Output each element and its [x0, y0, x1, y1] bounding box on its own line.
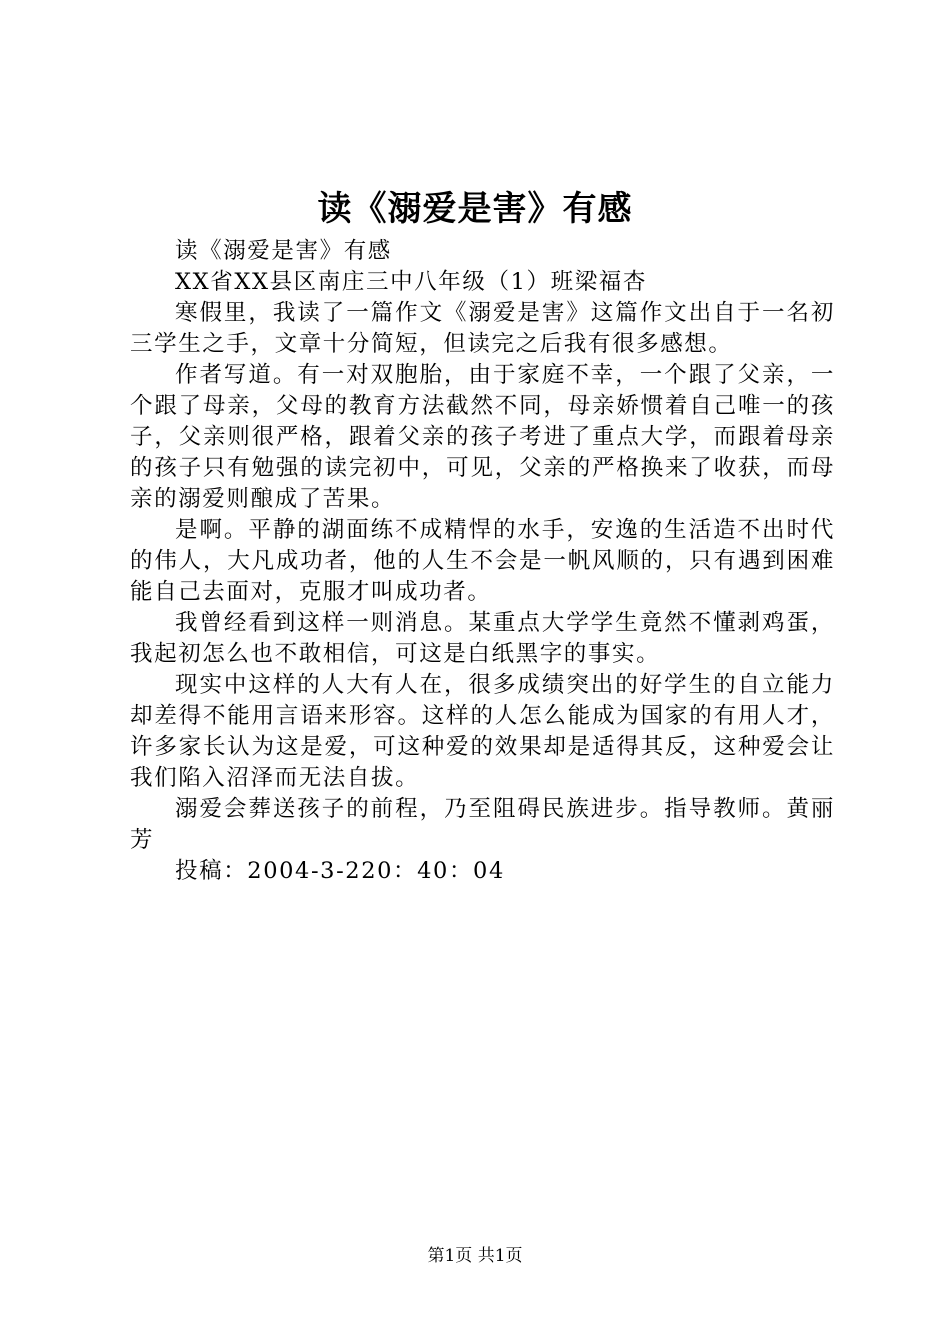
- paragraph-1: 寒假里，我读了一篇作文《溺爱是害》这篇作文出自于一名初三学生之手，文章十分简短，但读完之后我有很多感想。: [130, 300, 835, 357]
- document-body: [130, 236, 835, 887]
- paragraph-submission-date: 投稿：2004-3-220：40：04: [175, 858, 505, 884]
- page-number-footer: 第1页 共1页: [427, 1246, 523, 1266]
- paragraph-subtitle: 读《溺爱是害》有感: [175, 238, 392, 264]
- document-title: 读《溺爱是害》有感: [317, 189, 633, 229]
- paragraph-author: XX省XX县区南庄三中八年级（1）班梁福杏: [175, 269, 647, 295]
- paragraph-4: 我曾经看到这样一则消息。某重点大学学生竟然不懂剥鸡蛋，我起初怎么也不敢相信，可这是白纸黑字的事实。: [130, 610, 835, 667]
- paragraph-5: 现实中这样的人大有人在，很多成绩突出的好学生的自立能力却差得不能用言语来形容。这样的人怎么能成为国家的有用人才，许多家长认为这是爱，可这种爱的效果却是适得其反，这种爱会让我们陷入沼泽而无法自拔。: [130, 672, 835, 791]
- paragraph-3: 是啊。平静的湖面练不成精悍的水手，安逸的生活造不出时代的伟人，大凡成功者，他的人生不会是一帆风顺的，只有遇到困难能自己去面对，克服才叫成功者。: [130, 517, 835, 605]
- paragraph-6: 溺爱会葬送孩子的前程，乃至阻碍民族进步。指导教师。黄丽芳: [130, 796, 835, 853]
- paragraph-2: 作者写道。有一对双胞胎，由于家庭不幸，一个跟了父亲，一个跟了母亲，父母的教育方法截然不同，母亲娇惯着自己唯一的孩子，父亲则很严格，跟着父亲的孩子考进了重点大学，而跟着母亲的孩子只有勉强的读完初中，可见，父亲的严格换来了收获，而母亲的溺爱则酿成了苦果。: [130, 362, 835, 512]
